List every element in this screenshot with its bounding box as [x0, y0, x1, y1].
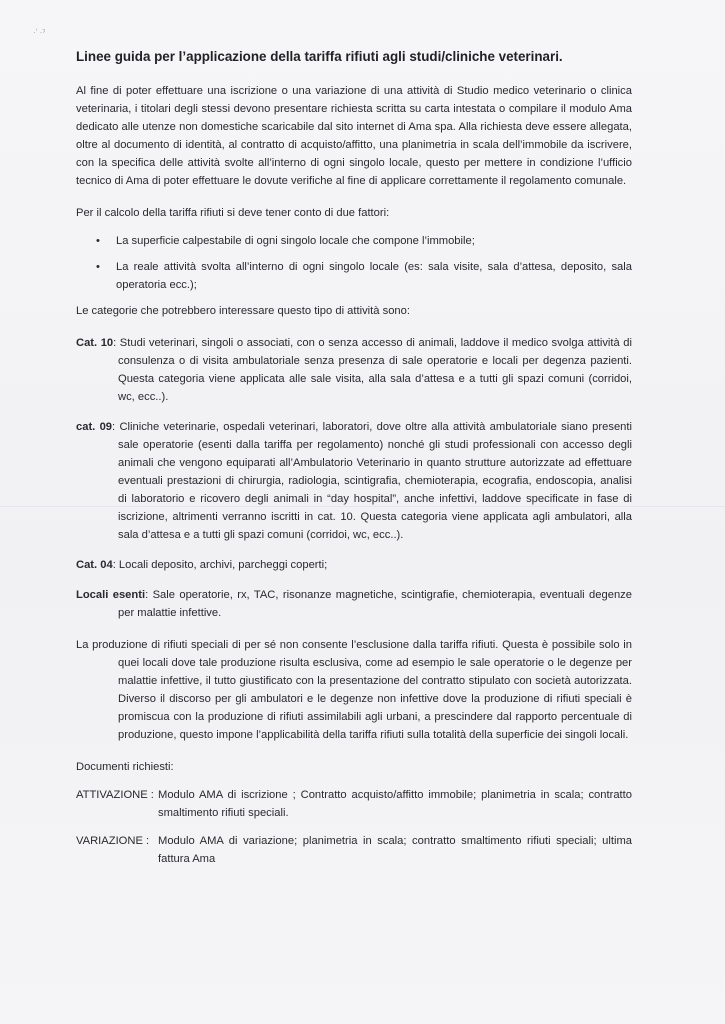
documents-label: ATTIVAZIONE : [76, 789, 154, 801]
documents-heading: Documenti richiesti: [76, 761, 174, 773]
category-10 [76, 334, 632, 406]
documents-text: Modulo AMA di variazione; planimetria in scala; contratto smaltimento rifiuti speciali; ultima fattura Ama [158, 835, 632, 865]
category-text: : Sale operatorie, rx, TAC, risonanze magnetiche, scintigrafie, chemioterapia, eventuali degenze per malattie infettive. [118, 589, 632, 619]
category-label: Cat. 10 [76, 337, 114, 349]
special-waste-paragraph: La produzione di rifiuti speciali di per sé non consente l’esclusione dalla tariffa rifiuti. Questa è possibile solo in quei locali dove tale produzione risulta esclusiva, come ad esempio le sale operatorie o le degenze per malattie infettive, il tutto giustificato con la presentazione del contratto stipulato con società autorizzata. Diverso il discorso per gli ambulatori e le degenze non infettive dove la produzione di rifiuti speciali è promiscua con la produzione di rifiuti assimilabili agli urbani, a prescindere dal rapporto percentuale di produzione, questo impone l’applicabilità della tariffa rifiuti sulla totalità della superficie dei singoli locali. [76, 639, 632, 741]
scan-mark: ·ʼ ·ˀ [33, 28, 46, 37]
document-body [76, 48, 632, 868]
categories-intro: Le categorie che potrebbero interessare questo tipo di attività sono: [76, 305, 410, 317]
documents-variation [76, 832, 632, 868]
category-text: : Locali deposito, archivi, parcheggi coperti; [112, 559, 328, 571]
category-text: : Studi veterinari, singoli o associati, con o senza accesso di animali, laddove il medico svolga attività di consulenza o di visita ambulatoriale senza presenza di sale operatorie e locali per degenza pazienti. Questa categoria viene applicata alle sale visita, alla sala d’attesa e a tutti gli spazi comuni (corridoi, wc, ecc..). [113, 337, 632, 403]
category-text: : Cliniche veterinarie, ospedali veterinari, laboratori, dove oltre alla attività ambulatoriale siano presenti sale operatorie (esenti dalla tariffa per regolamento) nonché gli studi professionali con accesso degli animali che vengono equiparati all’Ambulatorio Veterinario in quanto strutture autorizzate ad effettuare eventuali prestazioni di chirurgia, radiologia, scintigrafia, chemioterapia, ecografia, endoscopia, analisi di laboratorio e ricovero degli animali in “day hospital”, anche infettivi, laddove specificate in fase di iscrizione, altrimenti verranno iscritti in cat. 10. Questa categoria viene applicata agli ambulatori, alla sala d’attesa e a tutti gli spazi comuni (corridoi, wc, ecc..). [112, 421, 632, 541]
documents-activation [76, 786, 632, 822]
category-label: Locali esenti [76, 589, 146, 601]
category-label: cat. 09 [76, 421, 113, 433]
factors-list [76, 232, 632, 294]
list-item: • La superficie calpestabile di ogni singolo locale che compone l’immobile; [116, 232, 632, 250]
category-09 [76, 418, 632, 544]
intro-paragraph: Al fine di poter effettuare una iscrizione o una variazione di una attività di Studio medico veterinario o clinica veterinaria, i titolari degli stessi devono presentare richiesta scritta su carta intestata o compilare il modulo Ama dedicato alle utenze non domestiche scaricabile dal sito internet di Ama spa. Alla richiesta deve essere allegata, oltre al documento di identità, al contratto di acquisto/affitto, una planimetria in scala dell’immobile da iscrivere, con la specifica delle attività svolte all’interno di ogni singolo locale, questo per mettere in condizione l’ufficio tecnico di Ama di poter effettuare le dovute verifiche al fine di applicare correttamente il regolamento comunale. [76, 85, 632, 187]
category-04 [76, 556, 632, 574]
exempt-premises [76, 586, 632, 622]
documents-text: Modulo AMA di iscrizione ; Contratto acquisto/affitto immobile; planimetria in scala; contratto smaltimento rifiuti speciali. [158, 789, 632, 819]
factors-intro: Per il calcolo della tariffa rifiuti si deve tener conto di due fattori: [76, 207, 390, 219]
document-title: Linee guida per l’applicazione della tariffa rifiuti agli studi/cliniche veterinari. [76, 49, 563, 64]
list-item: • La reale attività svolta all’interno di ogni singolo locale (es: sala visite, sala d’attesa, deposito, sala operatoria ecc.); [116, 258, 632, 294]
category-label: Cat. 04 [76, 559, 113, 571]
documents-label: VARIAZIONE : [76, 835, 150, 847]
